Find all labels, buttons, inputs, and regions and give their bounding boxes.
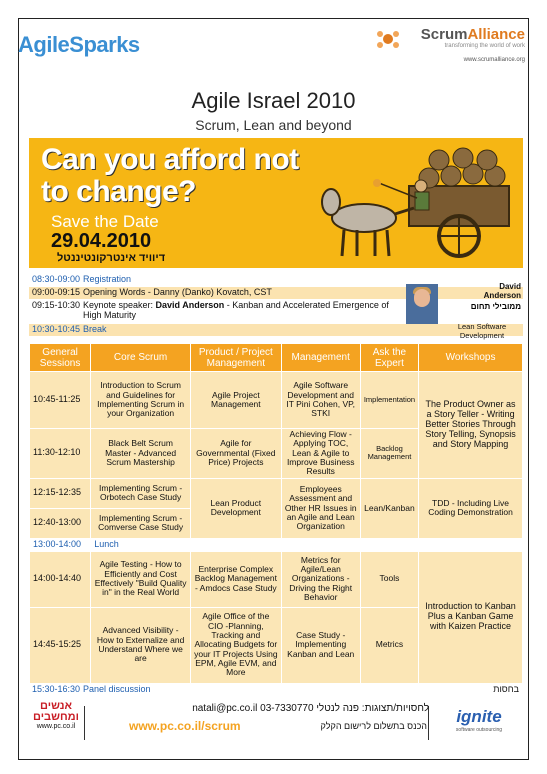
session-product: Lean Product Development (191, 478, 282, 538)
lunch-time: 13:00-14:00 (30, 538, 91, 551)
ignite-logo-text: ignite (456, 707, 502, 726)
session-core-scrum: Black Belt Scrum Master - Advanced Scrum Mastership (91, 429, 191, 479)
speaker-role (443, 322, 521, 340)
speaker-card (403, 280, 521, 340)
schedule-desc: Break (83, 324, 107, 334)
session-product: Agile Project Management (191, 372, 282, 429)
speaker-first-name: David (499, 282, 521, 291)
speaker-face (414, 289, 430, 307)
keynote-speaker: David Anderson (155, 300, 225, 310)
event-venue: דיוויד אינטרקונטיננטל (57, 252, 166, 264)
registration-url[interactable]: www.pc.co.il/scrum (129, 719, 241, 733)
lunch-label: Lunch (91, 538, 523, 551)
speaker-role-1: Lean Software (457, 322, 507, 331)
session-expert: Metrics (360, 607, 418, 683)
session-core-scrum: Advanced Visibility - How to Externalize and Understand Where we are (91, 607, 191, 683)
scrumalliance-logo (375, 26, 525, 63)
schedule-time: 10:30-10:45 (32, 324, 81, 334)
speaker-photo (406, 284, 438, 324)
grid-row-slot-3 (30, 478, 523, 508)
contact-line: natali@pc.co.il 03-7330770 לחסויות/תצוגות: פנה לנטלי (192, 703, 429, 714)
session-expert: Lean/Kanban (360, 478, 418, 538)
anashim-umachshevim-logo (31, 701, 81, 730)
session-management: Case Study - Implementing Kanban and Lean (281, 607, 360, 683)
grid-row-slot-1 (30, 372, 523, 429)
donkey-cart-illustration (309, 138, 523, 268)
event-title: Agile Israel 2010 (191, 88, 356, 113)
sa-name-b: Alliance (467, 26, 525, 43)
grid-row-lunch (30, 538, 523, 551)
left-logo-url: www.pc.co.il (36, 723, 76, 730)
grid-header-row (30, 344, 523, 372)
session-core-scrum: Implementing Scrum - Orbotech Case Study (91, 478, 191, 508)
event-subtitle: Scrum, Lean and beyond (195, 117, 352, 133)
session-product: Agile for Governmental (Fixed Price) Projects (191, 429, 282, 479)
session-grid (29, 343, 523, 684)
panel-discussion-row (29, 684, 523, 696)
speaker-hebrew: ממובילי תחום (470, 302, 521, 311)
header-workshops: Workshops (419, 344, 523, 372)
workshop-tdd: TDD - Including Live Coding Demonstration (419, 478, 523, 538)
slot-time: 12:15-12:35 (30, 478, 91, 508)
schedule-desc (83, 300, 393, 323)
session-expert: Backlog Management (360, 429, 418, 479)
sa-tagline: transforming the world of work (444, 43, 525, 49)
speaker-name (443, 282, 521, 300)
panel-label: Panel discussion (83, 684, 151, 694)
slot-time: 10:45-11:25 (30, 372, 91, 429)
keynote-title: - Kanban and Accelerated Emergence of High Maturity (83, 300, 389, 320)
session-product: Agile Office of the CIO -Planning, Tracking and Allocating Budgets for your IT Projects Using EPM, Agile EVM, and More (191, 607, 282, 683)
schedule-desc: Opening Words - Danny (Danko) Kovatch, CST (83, 287, 272, 297)
header-general-sessions: General Sessions (30, 344, 91, 372)
save-the-date: Save the Date (51, 212, 159, 231)
header-product-project: Product / Project Management (191, 344, 282, 372)
header-management: Management (281, 344, 360, 372)
session-core-scrum: Introduction to Scrum and Guidelines for Implementing Scrum in your Organization (91, 372, 191, 429)
workshop-kanban: Introduction to Kanban Plus a Kanban Game with Kaizen Practice (419, 551, 523, 683)
header-ask-expert: Ask the Expert (360, 344, 418, 372)
sponsors-label: בחסות (493, 684, 519, 694)
agilesparks-logo: AgileSparks (18, 32, 140, 57)
session-core-scrum: Agile Testing - How to Efficiently and Cost Effectively "Build Quality in" in the Real World (91, 551, 191, 607)
grid-row-slot-5 (30, 551, 523, 607)
session-core-scrum: Implementing Scrum - Comverse Case Study (91, 508, 191, 538)
slot-time: 11:30-12:10 (30, 429, 91, 479)
session-product: Enterprise Complex Backlog Management - Amdocs Case Study (191, 551, 282, 607)
ignite-logo-sub: software outsourcing (455, 727, 503, 733)
schedule-time: 08:30-09:00 (32, 274, 81, 284)
headline-line-1: Can you afford not (41, 143, 299, 176)
registration-text: הכנס בתשלום לרישום הקלק (320, 721, 427, 731)
sa-url: www.scrumalliance.org (463, 57, 525, 63)
header-core-scrum: Core Scrum (91, 344, 191, 372)
session-expert: Implementation (360, 372, 418, 429)
slot-time: 14:00-14:40 (30, 551, 91, 607)
session-management: Metrics for Agile/Lean Organizations - Driving the Right Behavior (281, 551, 360, 607)
sa-name-a: Scrum (420, 26, 468, 43)
schedule-time: 09:15-10:30 (32, 300, 81, 310)
headline-line-2: to change? (41, 174, 197, 208)
workshop-product-owner: The Product Owner as a Story Teller - Writing Better Stories Through Story Telling, Synopsis and Story Mapping (419, 372, 523, 479)
speaker-role-2: Development (459, 331, 505, 340)
speaker-last-name: Anderson (483, 291, 521, 301)
slot-time: 12:40-13:00 (30, 508, 91, 538)
slot-time: 14:45-15:25 (30, 607, 91, 683)
panel-time: 15:30-16:30 (32, 684, 81, 694)
schedule-time: 09:00-09:15 (32, 287, 81, 297)
ignite-logo (443, 707, 515, 733)
hero-banner (29, 138, 523, 268)
session-management: Agile Software Development and IT Pini Cohen, VP, STKI (281, 372, 360, 429)
footer (29, 697, 523, 745)
banner-headline (41, 144, 299, 207)
event-date: 29.04.2010 (51, 230, 152, 252)
session-management: Employees Assessment and Other HR Issues in an Agile and Lean Organization (281, 478, 360, 538)
keynote-prefix: Keynote speaker: (83, 300, 156, 310)
session-management: Achieving Flow - Applying TOC, Lean & Agile to Improve Business Results (281, 429, 360, 479)
schedule-desc: Registration (83, 274, 132, 284)
left-logo-text: אנשים ומחשבים (33, 700, 79, 723)
scrumalliance-icon (375, 26, 401, 52)
session-expert: Tools (360, 551, 418, 607)
